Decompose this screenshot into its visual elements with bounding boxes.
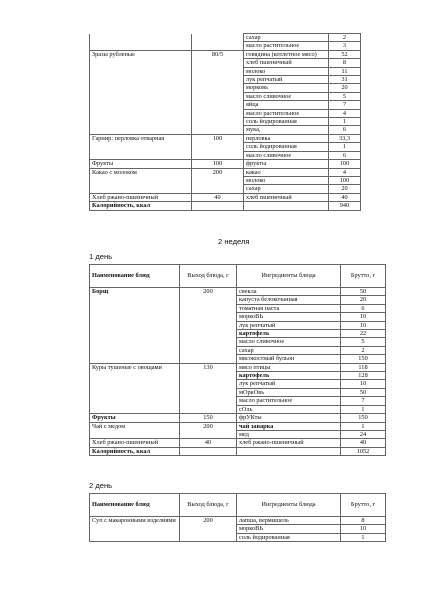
ingredient-name: хлеб пшеничный — [244, 193, 329, 201]
ingredient-weight: 3 — [329, 42, 361, 50]
ingredient-weight: 118 — [341, 363, 386, 371]
ingredient-name: какао — [244, 168, 329, 176]
dish-yield — [192, 126, 244, 134]
dish-name — [90, 59, 192, 67]
ingredient-weight: 6 — [329, 126, 361, 134]
dish-yield: 40 — [192, 193, 244, 201]
ingredient-weight: 31 — [329, 76, 361, 84]
dish-yield — [192, 151, 244, 159]
dish-name — [90, 304, 180, 312]
table-row — [90, 439, 386, 447]
ingredient-weight: 1 — [341, 533, 386, 541]
ingredient-weight: 6 — [341, 304, 386, 312]
dish-yield — [180, 338, 237, 346]
dish-name — [90, 372, 180, 380]
ingredient-weight: 7 — [329, 101, 361, 109]
dish-name — [90, 109, 192, 117]
dish-yield: 100 — [192, 134, 244, 142]
dish-name: Зразы рубленые — [90, 50, 192, 58]
dish-name — [90, 338, 180, 346]
dish-name: Борщ — [90, 288, 180, 296]
dish-name — [90, 380, 180, 388]
table-row — [90, 151, 361, 159]
ingredient-weight: 10 — [341, 380, 386, 388]
table-header-row — [90, 265, 386, 288]
dish-yield — [192, 118, 244, 126]
ingredient-name: мясо птицы — [237, 363, 341, 371]
dish-yield — [180, 346, 237, 354]
dish-name: Куры тушеные с овощами — [90, 363, 180, 371]
table-row — [90, 313, 386, 321]
menu-table-day-1 — [89, 264, 386, 456]
dish-yield — [180, 533, 237, 541]
header-dish-name: Наименование блюд — [90, 494, 180, 517]
dish-yield — [180, 321, 237, 329]
table-row — [90, 185, 361, 193]
table-row — [90, 126, 361, 134]
dish-name — [90, 321, 180, 329]
ingredient-weight: 10 — [341, 313, 386, 321]
table-row — [90, 372, 386, 380]
dish-name: Фрукты — [90, 414, 180, 422]
table-row — [90, 193, 361, 201]
ingredient-weight: 20 — [341, 296, 386, 304]
calories-label: Калорийность, ккал — [90, 202, 192, 210]
dish-name — [90, 525, 180, 533]
table-row — [90, 405, 386, 413]
table-row — [90, 143, 361, 151]
ingredient-name: масло растительное — [244, 42, 329, 50]
dish-yield — [192, 185, 244, 193]
table-row — [90, 346, 386, 354]
dish-name: Гарнир: перловка отварная — [90, 134, 192, 142]
empty-cell — [192, 202, 244, 210]
ingredient-name: мед — [237, 430, 341, 438]
dish-name — [90, 42, 192, 50]
empty-cell — [237, 447, 341, 455]
dish-yield — [180, 380, 237, 388]
dish-yield: 130 — [180, 363, 237, 371]
dish-name: Хлеб ржано-пшеничный — [90, 439, 180, 447]
total-row — [90, 202, 361, 210]
ingredient-name: хлеб ржано-пшеничный — [237, 439, 341, 447]
header-dish-name: Наименование блюд — [90, 265, 180, 288]
dish-yield — [180, 388, 237, 396]
dish-yield — [192, 59, 244, 67]
ingredient-weight: 8 — [329, 59, 361, 67]
calories-value: 940 — [329, 202, 361, 210]
dish-yield — [180, 430, 237, 438]
ingredient-name: масло растительное — [244, 109, 329, 117]
ingredient-weight: 128 — [341, 372, 386, 380]
table-row — [90, 34, 361, 42]
ingredient-weight: 33,3 — [329, 134, 361, 142]
ingredient-weight: 1 — [329, 143, 361, 151]
table-row — [90, 414, 386, 422]
ingredient-weight: 150 — [341, 414, 386, 422]
ingredient-weight: 24 — [341, 430, 386, 438]
ingredient-weight: 150 — [341, 355, 386, 363]
ingredient-name: масло сливочное — [244, 92, 329, 100]
dish-name — [90, 355, 180, 363]
calories-value: 1052 — [341, 447, 386, 455]
dish-yield: 200 — [180, 422, 237, 430]
dish-yield — [192, 101, 244, 109]
table-row — [90, 355, 386, 363]
ingredient-name: морковь — [244, 84, 329, 92]
table-row — [90, 176, 361, 184]
dish-name: Какао с молоком — [90, 168, 192, 176]
header-brutto: Брутто, г — [341, 265, 386, 288]
dish-yield — [180, 525, 237, 533]
ingredient-weight: 100 — [329, 176, 361, 184]
ingredient-weight: 2 — [329, 34, 361, 42]
table-row — [90, 67, 361, 75]
ingredient-weight: 5 — [329, 92, 361, 100]
ingredient-weight: 20 — [329, 84, 361, 92]
table-row — [90, 92, 361, 100]
day-2-label: 2 день — [89, 481, 113, 490]
ingredient-name: лапша, вермишель — [237, 517, 341, 525]
dish-yield — [180, 405, 237, 413]
ingredient-weight: 40 — [329, 193, 361, 201]
ingredient-name: яйца — [244, 101, 329, 109]
menu-table-continuation — [89, 33, 361, 211]
dish-yield: 100 — [192, 160, 244, 168]
table-row — [90, 288, 386, 296]
ingredient-name: мука, — [244, 126, 329, 134]
ingredient-name: говядина (котлетное мясо) — [244, 50, 329, 58]
day-1-label: 1 день — [89, 252, 113, 261]
dish-name: Чай с медом — [90, 422, 180, 430]
ingredient-name: мясокостный бульон — [237, 355, 341, 363]
ingredient-weight: 8 — [341, 517, 386, 525]
table-row — [90, 50, 361, 58]
ingredient-weight: 40 — [341, 439, 386, 447]
table-row — [90, 363, 386, 371]
table-row — [90, 533, 386, 541]
dish-name — [90, 84, 192, 92]
ingredient-name: картофель — [237, 372, 341, 380]
dish-yield: 200 — [180, 288, 237, 296]
ingredient-weight: 50 — [341, 288, 386, 296]
dish-name — [90, 405, 180, 413]
header-brutto: Брутто, г — [341, 494, 386, 517]
dish-yield — [180, 304, 237, 312]
ingredient-name: масло сливочное — [244, 151, 329, 159]
dish-yield — [180, 330, 237, 338]
dish-name — [90, 118, 192, 126]
ingredient-name: сОль — [237, 405, 341, 413]
dish-name — [90, 67, 192, 75]
ingredient-weight: 6 — [329, 151, 361, 159]
ingredient-name: томатная паста — [237, 304, 341, 312]
ingredient-name: хлеб пшеничный — [244, 59, 329, 67]
dish-name — [90, 346, 180, 354]
table-row — [90, 397, 386, 405]
dish-name — [90, 185, 192, 193]
ingredient-weight: 7 — [341, 397, 386, 405]
table-row — [90, 59, 361, 67]
ingredient-name: перловка — [244, 134, 329, 142]
table-row — [90, 109, 361, 117]
ingredient-weight: 2 — [341, 346, 386, 354]
table-row — [90, 321, 386, 329]
table-row — [90, 525, 386, 533]
ingredient-name: фрУКты — [237, 414, 341, 422]
table-row — [90, 76, 361, 84]
table-row — [90, 430, 386, 438]
dish-name — [90, 92, 192, 100]
header-ingredients: Ингредиенты блюда — [237, 265, 341, 288]
dish-name — [90, 533, 180, 541]
ingredient-name: картофель — [237, 330, 341, 338]
dish-yield: 200 — [192, 168, 244, 176]
dish-yield: 150 — [180, 414, 237, 422]
ingredient-weight: 1 — [329, 118, 361, 126]
ingredient-name: масло сливочное — [237, 338, 341, 346]
ingredient-name: свекла — [237, 288, 341, 296]
table-row — [90, 338, 386, 346]
dish-yield: 40 — [180, 439, 237, 447]
table-row — [90, 168, 361, 176]
ingredient-weight: 100 — [329, 160, 361, 168]
empty-cell — [180, 447, 237, 455]
ingredient-name: моркоВЬ — [237, 313, 341, 321]
dish-yield — [192, 67, 244, 75]
table-row — [90, 330, 386, 338]
ingredient-weight: 20 — [329, 185, 361, 193]
calories-label: Калорийность, ккал — [90, 447, 180, 455]
ingredient-name: капуста белокочанная — [237, 296, 341, 304]
ingredient-name: фрукты — [244, 160, 329, 168]
week-label: 2 неделя — [218, 237, 250, 246]
table-row — [90, 422, 386, 430]
ingredient-name: моркоВЬ — [237, 525, 341, 533]
dish-name — [90, 76, 192, 84]
ingredient-weight: 5 — [341, 338, 386, 346]
dish-name — [90, 151, 192, 159]
dish-yield — [192, 84, 244, 92]
menu-table-day-2 — [89, 493, 386, 542]
dish-name — [90, 126, 192, 134]
table-row — [90, 118, 361, 126]
ingredient-weight: 50 — [341, 388, 386, 396]
ingredient-name: соль йодированная — [244, 118, 329, 126]
ingredient-name: лук репчатый — [244, 76, 329, 84]
ingredient-name: соль йодированная — [237, 533, 341, 541]
ingredient-weight: 4 — [329, 109, 361, 117]
ingredient-weight: 4 — [329, 168, 361, 176]
table-row — [90, 388, 386, 396]
dish-name — [90, 143, 192, 151]
ingredient-name: молоко — [244, 176, 329, 184]
ingredient-weight: 22 — [341, 330, 386, 338]
ingredient-name: мОркОвь — [237, 388, 341, 396]
table-header-row — [90, 494, 386, 517]
table-row — [90, 304, 386, 312]
header-yield: Выход блюда, г — [180, 494, 237, 517]
dish-name — [90, 430, 180, 438]
header-ingredients: Ингредиенты блюда — [237, 494, 341, 517]
ingredient-name: лук репчатый — [237, 321, 341, 329]
dish-yield — [180, 355, 237, 363]
dish-name — [90, 313, 180, 321]
dish-name: Фрукты — [90, 160, 192, 168]
dish-yield — [180, 372, 237, 380]
table-row — [90, 101, 361, 109]
dish-name — [90, 330, 180, 338]
ingredient-weight: 52 — [329, 50, 361, 58]
ingredient-name: лук репчатый — [237, 380, 341, 388]
ingredient-weight: 1 — [341, 405, 386, 413]
total-row — [90, 447, 386, 455]
dish-yield: 80/5 — [192, 50, 244, 58]
empty-cell — [244, 202, 329, 210]
dish-name — [90, 388, 180, 396]
ingredient-name: молоко — [244, 67, 329, 75]
header-yield: Выход блюда, г — [180, 265, 237, 288]
dish-name — [90, 101, 192, 109]
ingredient-name: сахар — [237, 346, 341, 354]
ingredient-weight: 1 — [341, 422, 386, 430]
dish-yield — [192, 34, 244, 42]
table-row — [90, 160, 361, 168]
dish-name — [90, 34, 192, 42]
table-row — [90, 296, 386, 304]
dish-name — [90, 296, 180, 304]
dish-yield — [180, 296, 237, 304]
dish-yield: 200 — [180, 517, 237, 525]
ingredient-name: масло растительное — [237, 397, 341, 405]
dish-name — [90, 176, 192, 184]
table-row — [90, 42, 361, 50]
dish-name: Суп с макаронными изделиями — [90, 517, 180, 525]
table-row — [90, 134, 361, 142]
dish-yield — [192, 109, 244, 117]
ingredient-weight: 11 — [329, 67, 361, 75]
dish-name — [90, 397, 180, 405]
dish-yield — [180, 313, 237, 321]
ingredient-name: сахар — [244, 34, 329, 42]
table-row — [90, 84, 361, 92]
dish-yield — [192, 92, 244, 100]
ingredient-name: соль йодированная — [244, 143, 329, 151]
dish-yield — [192, 42, 244, 50]
ingredient-weight: 10 — [341, 525, 386, 533]
dish-yield — [192, 176, 244, 184]
ingredient-name: сахар — [244, 185, 329, 193]
table-row — [90, 380, 386, 388]
dish-yield — [192, 143, 244, 151]
ingredient-name: чай заварка — [237, 422, 341, 430]
dish-name: Хлеб ржано-пшеничный — [90, 193, 192, 201]
dish-yield — [192, 76, 244, 84]
ingredient-weight: 10 — [341, 321, 386, 329]
dish-yield — [180, 397, 237, 405]
table-row — [90, 517, 386, 525]
